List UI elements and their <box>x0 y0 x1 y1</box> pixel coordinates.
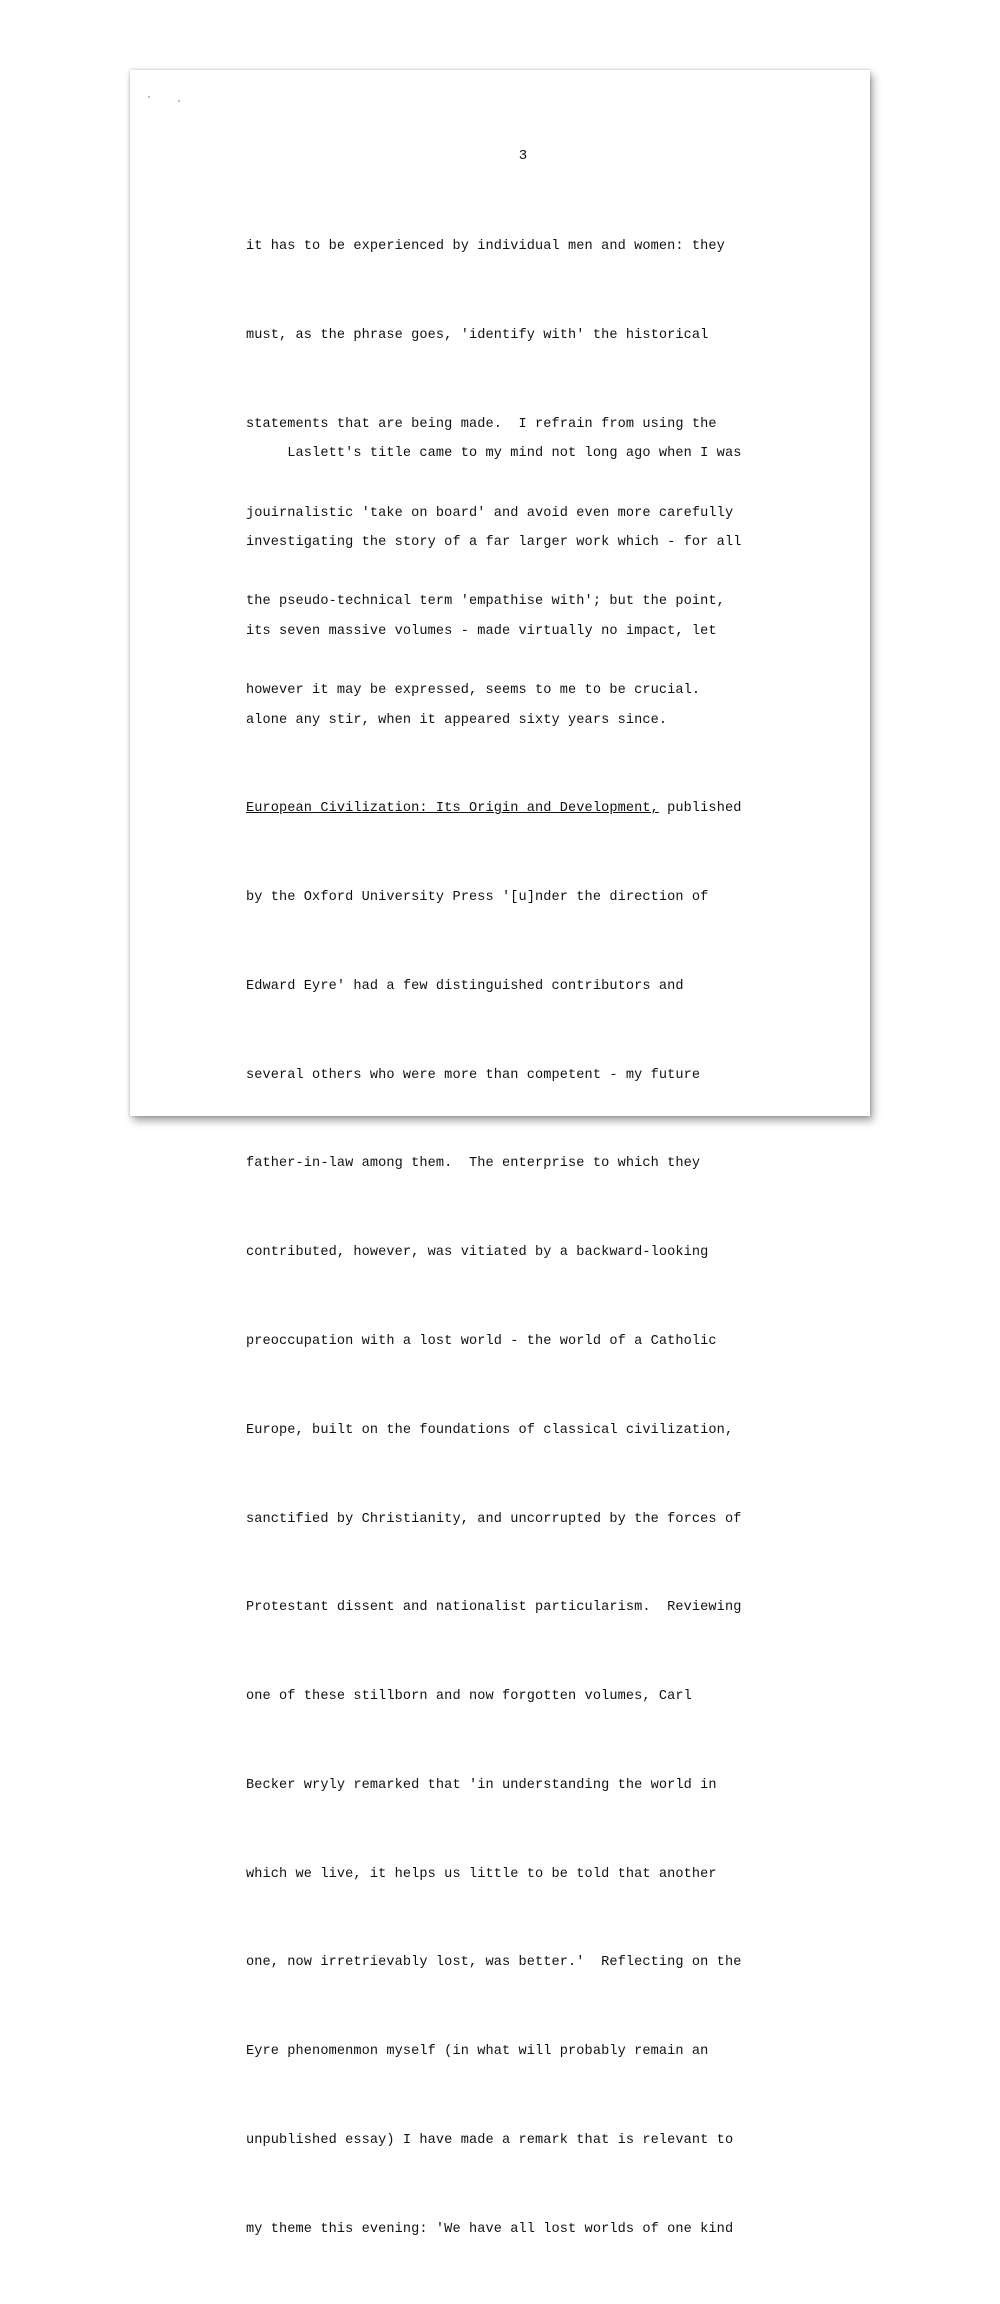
text-line: jouirnalistic 'take on board' and avoid even more carefully <box>246 505 734 521</box>
document-page <box>130 70 870 2237</box>
text-line: Becker wryly remarked that 'in understanding the world in <box>246 1777 717 1793</box>
text-line: Edward Eyre' had a few distinguished contributors and <box>246 978 684 994</box>
text-line: by the Oxford University Press '[u]nder the direction of <box>246 890 709 906</box>
scan-speck <box>178 100 180 102</box>
text-line: preoccupation with a lost world - the world of a Catholic <box>246 1334 717 1349</box>
paragraph-2 <box>246 380 846 2304</box>
text-line: Laslett's title came to my mind not long ago when I was <box>246 446 742 462</box>
text-line: sanctified by Christianity, and uncorrupted by the forces of <box>246 1511 742 1527</box>
text-line: must, as the phrase goes, 'identify with' the historical <box>246 327 709 343</box>
scan-speck <box>148 96 150 98</box>
text-line: its seven massive volumes - made virtually no impact, let <box>246 623 717 639</box>
text-line: several others who were more than competent - my future <box>246 1067 701 1083</box>
text-line: Eyre phenomenmon myself (in what will probably remain an <box>246 2044 709 2060</box>
text-line: the pseudo-technical term 'empathise with'; but the point, <box>246 594 725 610</box>
book-title: European Civilization: Its Origin and Development, <box>246 801 659 817</box>
page-number: 3 <box>518 148 528 164</box>
text-line: my theme this evening: 'We have all lost worlds of one kind <box>246 2221 734 2237</box>
text-line: contributed, however, was vitiated by a backward-looking <box>246 1245 709 1261</box>
text-line: Protestant dissent and nationalist particularism. Reviewing <box>246 1600 742 1616</box>
text-line: Europe, built on the foundations of classical civilization, <box>246 1422 734 1438</box>
text-line: investigating the story of a far larger work which - for all <box>246 534 742 550</box>
title-line <box>246 794 846 824</box>
text-line: however it may be expressed, seems to me to be crucial. <box>246 683 701 699</box>
text-line: it has to be experienced by individual men and women: they <box>246 239 725 255</box>
text-line: one of these stillborn and now forgotten volumes, Carl <box>246 1689 692 1705</box>
text-line: father-in-law among them. The enterprise to which they <box>246 1156 701 1172</box>
text-line: alone any stir, when it appeared sixty years since. <box>246 712 668 728</box>
text-line: statements that are being made. I refrain from using the <box>246 416 717 432</box>
text-line: which we live, it helps us little to be told that another <box>246 1866 717 1882</box>
text-line: unpublished essay) I have made a remark that is relevant to <box>246 2133 734 2149</box>
title-suffix: published <box>658 801 742 817</box>
text-line: one, now irretrievably lost, was better.' Reflecting on the <box>246 1955 742 1971</box>
